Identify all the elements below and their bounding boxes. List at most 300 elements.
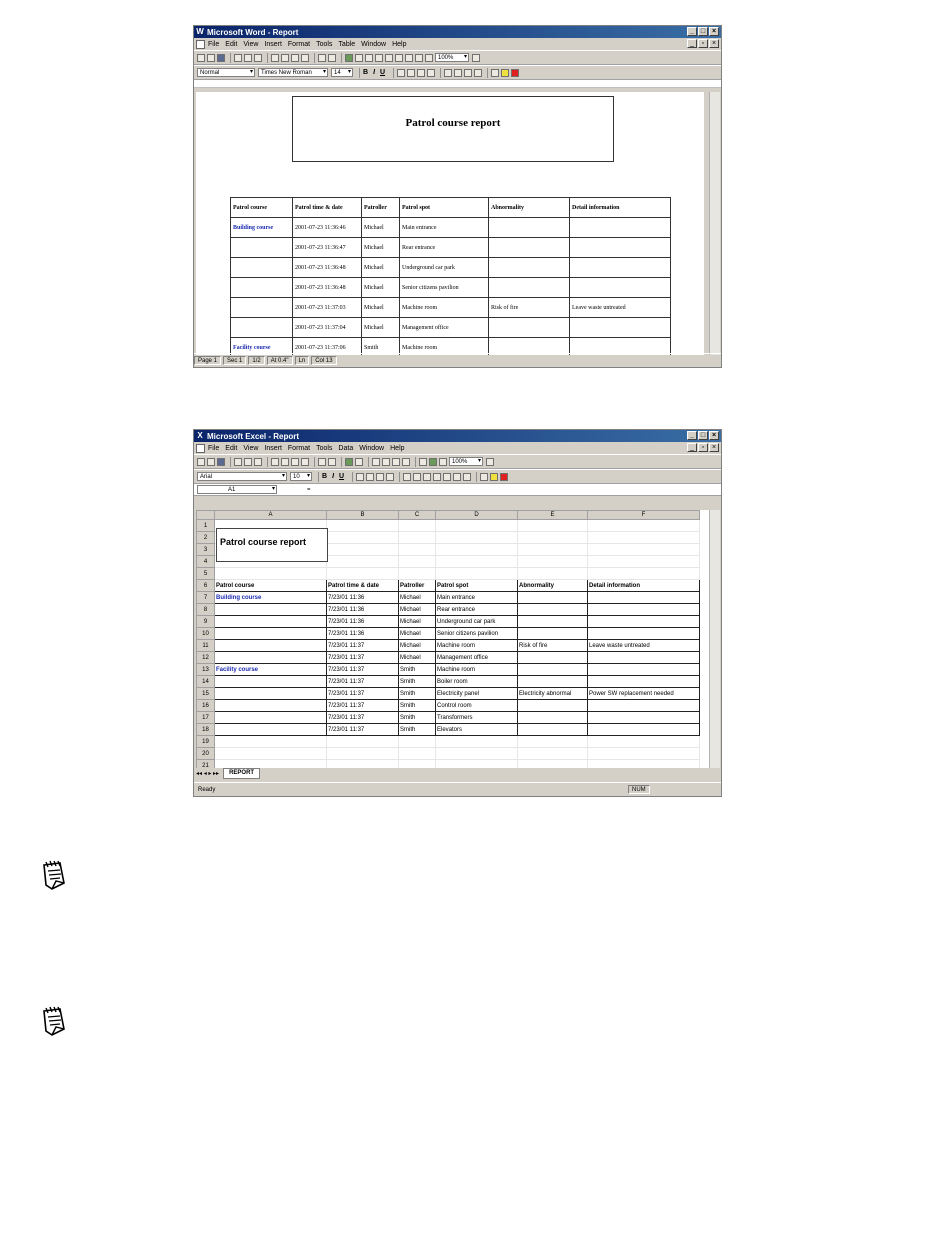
sheet-cell[interactable] [588, 532, 700, 544]
insert-table-icon[interactable] [375, 54, 383, 62]
sheet-cell[interactable]: Elevators [436, 724, 518, 736]
doc-minimize-button[interactable]: _ [687, 39, 697, 48]
word-table-cell[interactable] [231, 298, 293, 318]
align-center-icon[interactable] [407, 69, 415, 77]
chart-wizard-icon[interactable] [419, 458, 427, 466]
document-map-icon[interactable] [415, 54, 423, 62]
sheet-cell[interactable]: Transformers [436, 712, 518, 724]
column-header[interactable]: F [588, 511, 700, 520]
sheet-cell[interactable] [215, 652, 327, 664]
menu-window[interactable]: Window [359, 444, 385, 452]
paste-function-icon[interactable] [382, 458, 390, 466]
sheet-cell[interactable]: Rear entrance [436, 604, 518, 616]
drawing-icon[interactable] [405, 54, 413, 62]
close-button[interactable]: × [709, 27, 719, 36]
italic-button[interactable]: I [332, 473, 335, 480]
borders-icon[interactable] [491, 69, 499, 77]
format-painter-icon[interactable] [301, 458, 309, 466]
row-header[interactable]: 2 [197, 532, 215, 544]
sheet-cell[interactable] [327, 532, 399, 544]
sheet-cell[interactable]: Boiler room [436, 676, 518, 688]
sort-descending-icon[interactable] [402, 458, 410, 466]
word-table-cell[interactable]: 2001-07-23 11:36:48 [293, 258, 362, 278]
decrease-indent-icon[interactable] [453, 473, 461, 481]
font-color-icon[interactable] [511, 69, 519, 77]
menu-insert[interactable]: Insert [264, 40, 282, 48]
row-header[interactable]: 6 [197, 580, 215, 592]
save-icon[interactable] [217, 458, 225, 466]
word-table-cell[interactable]: Rear entrance [400, 238, 489, 258]
web-toolbar-icon[interactable] [355, 54, 363, 62]
sheet-cell[interactable] [215, 640, 327, 652]
minimize-button[interactable]: _ [687, 27, 697, 36]
row-header[interactable]: 10 [197, 628, 215, 640]
doc-close-button[interactable]: × [709, 39, 719, 48]
sheet-cell[interactable] [436, 736, 518, 748]
sheet-cell[interactable] [327, 748, 399, 760]
open-icon[interactable] [207, 458, 215, 466]
decrease-decimal-icon[interactable] [443, 473, 451, 481]
sheet-cell[interactable] [518, 652, 588, 664]
word-table-cell[interactable]: Building course [231, 218, 293, 238]
align-right-icon[interactable] [417, 69, 425, 77]
word-table-cell[interactable] [231, 238, 293, 258]
print-icon[interactable] [234, 458, 242, 466]
cut-icon[interactable] [271, 54, 279, 62]
sheet-cell[interactable]: Patrol course [215, 580, 327, 592]
sheet-cell[interactable] [327, 736, 399, 748]
sheet-cell[interactable] [399, 520, 436, 532]
sheet-nav-icon[interactable]: ◂◂ ◂ ▸ ▸▸ [196, 771, 220, 777]
new-icon[interactable] [197, 54, 205, 62]
word-table-cell[interactable] [231, 318, 293, 338]
menu-table[interactable]: Table [338, 40, 356, 48]
sheet-cell[interactable]: Machine room [436, 640, 518, 652]
font-size-select[interactable]: 14 ▾ [331, 68, 353, 77]
sheet-tab-report[interactable]: REPORT [223, 768, 260, 779]
zoom-select[interactable]: 100% ▾ [449, 457, 483, 466]
row-header[interactable]: 18 [197, 724, 215, 736]
sheet-cell[interactable]: Smith [399, 676, 436, 688]
word-table-cell[interactable]: Risk of fire [489, 298, 570, 318]
workbook-icon[interactable] [196, 444, 205, 453]
underline-button[interactable]: U [380, 69, 386, 76]
word-table-cell[interactable]: Leave waste untreated [570, 298, 671, 318]
word-table-cell[interactable]: Michael [362, 278, 400, 298]
sheet-cell[interactable] [588, 556, 700, 568]
menu-edit[interactable]: Edit [225, 40, 238, 48]
sheet-cell[interactable] [588, 568, 700, 580]
row-header[interactable]: 21 [197, 760, 215, 769]
sheet-cell[interactable]: 7/23/01 11:37 [327, 640, 399, 652]
save-icon[interactable] [217, 54, 225, 62]
sheet-cell[interactable]: Control room [436, 700, 518, 712]
column-header[interactable]: B [327, 511, 399, 520]
column-header[interactable]: D [436, 511, 518, 520]
sheet-cell[interactable] [436, 520, 518, 532]
sheet-cell[interactable]: Smith [399, 688, 436, 700]
sheet-cell[interactable] [399, 556, 436, 568]
sheet-cell[interactable]: Management office [436, 652, 518, 664]
sheet-cell[interactable] [518, 736, 588, 748]
word-table-cell[interactable] [489, 218, 570, 238]
sheet-cell[interactable] [588, 748, 700, 760]
sheet-cell[interactable] [327, 520, 399, 532]
align-right-icon[interactable] [376, 473, 384, 481]
excel-title-box[interactable] [216, 528, 328, 562]
insert-excel-icon[interactable] [385, 54, 393, 62]
row-header[interactable]: 20 [197, 748, 215, 760]
sheet-cell[interactable] [436, 748, 518, 760]
menu-view[interactable]: View [243, 444, 259, 452]
sheet-cell[interactable]: Risk of fire [518, 640, 588, 652]
map-icon[interactable] [429, 458, 437, 466]
print-icon[interactable] [234, 54, 242, 62]
help-icon[interactable] [472, 54, 480, 62]
sheet-cell[interactable] [215, 748, 327, 760]
row-header[interactable]: 15 [197, 688, 215, 700]
zoom-select[interactable]: 100% ▾ [435, 53, 469, 62]
font-color-icon[interactable] [500, 473, 508, 481]
sheet-cell[interactable] [215, 688, 327, 700]
document-icon[interactable] [196, 40, 205, 49]
row-header[interactable]: 12 [197, 652, 215, 664]
column-header[interactable]: C [399, 511, 436, 520]
sheet-cell[interactable]: Machine room [436, 664, 518, 676]
sheet-cell[interactable]: Underground car park [436, 616, 518, 628]
word-table-cell[interactable]: Facility course [231, 338, 293, 356]
word-table-cell[interactable] [570, 318, 671, 338]
sheet-cell[interactable]: 7/23/01 11:37 [327, 688, 399, 700]
doc-restore-button[interactable]: ▫ [698, 39, 708, 48]
word-table-cell[interactable] [231, 258, 293, 278]
sheet-cell[interactable] [518, 604, 588, 616]
style-select[interactable]: Normal ▾ [197, 68, 255, 77]
sheet-cell[interactable] [215, 760, 327, 769]
menu-edit[interactable]: Edit [225, 444, 238, 452]
bold-button[interactable]: B [322, 473, 328, 480]
sheet-cell[interactable] [518, 700, 588, 712]
sheet-cell[interactable] [436, 556, 518, 568]
increase-indent-icon[interactable] [463, 473, 471, 481]
print-preview-icon[interactable] [244, 54, 252, 62]
sheet-cell[interactable] [588, 628, 700, 640]
sheet-cell[interactable] [518, 568, 588, 580]
spelling-icon[interactable] [254, 458, 262, 466]
word-table-cell[interactable]: Underground car park [400, 258, 489, 278]
sort-ascending-icon[interactable] [392, 458, 400, 466]
sheet-cell[interactable] [215, 736, 327, 748]
sheet-cell[interactable]: 7/23/01 11:36 [327, 616, 399, 628]
sheet-cell[interactable] [399, 748, 436, 760]
sheet-cell[interactable]: Senior citizens pavilion [436, 628, 518, 640]
align-center-icon[interactable] [366, 473, 374, 481]
sheet-cell[interactable] [588, 652, 700, 664]
sheet-cell[interactable]: Abnormality [518, 580, 588, 592]
increase-indent-icon[interactable] [474, 69, 482, 77]
paste-icon[interactable] [291, 54, 299, 62]
sheet-cell[interactable] [518, 724, 588, 736]
merge-center-icon[interactable] [386, 473, 394, 481]
word-table-cell[interactable]: 2001-07-23 11:36:47 [293, 238, 362, 258]
column-header[interactable]: A [215, 511, 327, 520]
sheet-cell[interactable] [215, 604, 327, 616]
word-vertical-scrollbar[interactable] [709, 92, 720, 355]
format-painter-icon[interactable] [301, 54, 309, 62]
decrease-indent-icon[interactable] [464, 69, 472, 77]
row-header[interactable]: 9 [197, 616, 215, 628]
sheet-cell[interactable] [215, 712, 327, 724]
bullets-icon[interactable] [454, 69, 462, 77]
sheet-cell[interactable]: Patroller [399, 580, 436, 592]
row-header[interactable]: 17 [197, 712, 215, 724]
word-table-cell[interactable]: Management office [400, 318, 489, 338]
justify-icon[interactable] [427, 69, 435, 77]
word-table-cell[interactable] [570, 258, 671, 278]
column-header[interactable]: E [518, 511, 588, 520]
sheet-cell[interactable] [588, 736, 700, 748]
word-table-cell[interactable]: Smith [362, 338, 400, 356]
menu-file[interactable]: File [208, 40, 220, 48]
sheet-cell[interactable] [399, 532, 436, 544]
word-document-page[interactable] [196, 92, 704, 355]
numbering-icon[interactable] [444, 69, 452, 77]
sheet-cell[interactable]: 7/23/01 11:36 [327, 592, 399, 604]
sheet-cell[interactable] [588, 700, 700, 712]
fill-color-icon[interactable] [490, 473, 498, 481]
new-icon[interactable] [197, 458, 205, 466]
sheet-cell[interactable] [215, 568, 327, 580]
word-table-cell[interactable] [570, 238, 671, 258]
sheet-cell[interactable] [399, 760, 436, 769]
sheet-cell[interactable] [588, 616, 700, 628]
autosum-icon[interactable] [372, 458, 380, 466]
sheet-cell[interactable] [399, 544, 436, 556]
sheet-cell[interactable] [436, 760, 518, 769]
highlight-icon[interactable] [501, 69, 509, 77]
redo-icon[interactable] [328, 54, 336, 62]
word-table-cell[interactable]: Machine room [400, 338, 489, 356]
tables-borders-icon[interactable] [365, 54, 373, 62]
sheet-cell[interactable] [518, 664, 588, 676]
word-table-cell[interactable]: Senior citizens pavilion [400, 278, 489, 298]
sheet-cell[interactable] [518, 520, 588, 532]
word-table-cell[interactable]: Machine room [400, 298, 489, 318]
word-table-cell[interactable]: 2001-07-23 11:37:06 [293, 338, 362, 356]
sheet-cell[interactable] [215, 676, 327, 688]
sheet-cell[interactable] [588, 760, 700, 769]
increase-decimal-icon[interactable] [433, 473, 441, 481]
sheet-cell[interactable] [588, 544, 700, 556]
sheet-cell[interactable] [436, 544, 518, 556]
sheet-cell[interactable] [518, 616, 588, 628]
menu-tools[interactable]: Tools [316, 444, 333, 452]
drawing-icon[interactable] [439, 458, 447, 466]
percent-icon[interactable] [413, 473, 421, 481]
name-box[interactable]: A1 ▾ [197, 485, 277, 494]
doc-minimize-button[interactable]: _ [687, 443, 697, 452]
menu-format[interactable]: Format [287, 40, 311, 48]
word-table-cell[interactable] [489, 278, 570, 298]
sheet-cell[interactable]: Smith [399, 700, 436, 712]
menu-help[interactable]: Help [392, 40, 407, 48]
row-header[interactable]: 13 [197, 664, 215, 676]
sheet-cell[interactable]: Michael [399, 604, 436, 616]
help-icon[interactable] [486, 458, 494, 466]
sheet-cell[interactable] [327, 568, 399, 580]
word-table-cell[interactable]: Main entrance [400, 218, 489, 238]
sheet-cell[interactable]: Michael [399, 652, 436, 664]
sheet-cell[interactable] [518, 676, 588, 688]
web-toolbar-icon[interactable] [355, 458, 363, 466]
sheet-cell[interactable]: 7/23/01 11:37 [327, 652, 399, 664]
sheet-cell[interactable] [327, 760, 399, 769]
row-header[interactable]: 8 [197, 604, 215, 616]
sheet-cell[interactable]: Electricity panel [436, 688, 518, 700]
row-header[interactable]: 16 [197, 700, 215, 712]
row-header[interactable]: 11 [197, 640, 215, 652]
currency-icon[interactable] [403, 473, 411, 481]
font-select[interactable]: Times New Roman ▾ [258, 68, 328, 77]
excel-sheet-grid[interactable] [196, 510, 711, 768]
sheet-cell[interactable]: Michael [399, 616, 436, 628]
sheet-cell[interactable]: 7/23/01 11:37 [327, 664, 399, 676]
sheet-cell[interactable]: Michael [399, 640, 436, 652]
font-size-select[interactable]: 10 ▾ [290, 472, 312, 481]
word-table-cell[interactable]: Michael [362, 318, 400, 338]
sheet-cell[interactable]: Electricity abnormal [518, 688, 588, 700]
sheet-cell[interactable]: Smith [399, 712, 436, 724]
sheet-cell[interactable] [215, 628, 327, 640]
word-table-cell[interactable]: Michael [362, 258, 400, 278]
show-hide-icon[interactable] [425, 54, 433, 62]
sheet-cell[interactable] [399, 736, 436, 748]
word-table-cell[interactable] [231, 278, 293, 298]
sheet-cell[interactable]: Michael [399, 628, 436, 640]
doc-close-button[interactable]: × [709, 443, 719, 452]
word-table-cell[interactable] [570, 278, 671, 298]
cut-icon[interactable] [271, 458, 279, 466]
sheet-cell[interactable]: Smith [399, 724, 436, 736]
sheet-cell[interactable] [588, 592, 700, 604]
sheet-cell[interactable] [518, 592, 588, 604]
word-table-cell[interactable]: Michael [362, 298, 400, 318]
sheet-cell[interactable]: Main entrance [436, 592, 518, 604]
borders-icon[interactable] [480, 473, 488, 481]
word-table-cell[interactable] [489, 318, 570, 338]
row-header[interactable]: 7 [197, 592, 215, 604]
sheet-cell[interactable]: Power SW replacement needed [588, 688, 700, 700]
sheet-cell[interactable]: Leave waste untreated [588, 640, 700, 652]
word-table-cell[interactable] [489, 258, 570, 278]
word-table-cell[interactable]: 2001-07-23 11:37:04 [293, 318, 362, 338]
sheet-cell[interactable] [518, 532, 588, 544]
close-button[interactable]: × [709, 431, 719, 440]
sheet-cell[interactable]: 7/23/01 11:36 [327, 604, 399, 616]
word-table-cell[interactable]: 2001-07-23 11:36:48 [293, 278, 362, 298]
copy-icon[interactable] [281, 458, 289, 466]
sheet-cell[interactable]: 7/23/01 11:36 [327, 628, 399, 640]
menu-tools[interactable]: Tools [316, 40, 333, 48]
excel-vertical-scrollbar[interactable] [709, 510, 720, 768]
sheet-cell[interactable]: Detail information [588, 580, 700, 592]
font-select[interactable]: Arial ▾ [197, 472, 287, 481]
menu-format[interactable]: Format [287, 444, 311, 452]
sheet-cell[interactable] [588, 712, 700, 724]
menu-insert[interactable]: Insert [264, 444, 282, 452]
formula-equals[interactable]: = [307, 486, 311, 493]
word-table-cell[interactable]: Michael [362, 218, 400, 238]
paste-icon[interactable] [291, 458, 299, 466]
word-table-cell[interactable] [570, 218, 671, 238]
columns-icon[interactable] [395, 54, 403, 62]
menu-file[interactable]: File [208, 444, 220, 452]
sheet-cell[interactable] [399, 568, 436, 580]
spelling-icon[interactable] [254, 54, 262, 62]
sheet-cell[interactable] [588, 676, 700, 688]
row-header[interactable]: 3 [197, 544, 215, 556]
sheet-cell[interactable] [436, 568, 518, 580]
sheet-cell[interactable] [436, 532, 518, 544]
sheet-cell[interactable]: Patrol spot [436, 580, 518, 592]
copy-icon[interactable] [281, 54, 289, 62]
sheet-cell[interactable] [588, 520, 700, 532]
word-table-cell[interactable]: Michael [362, 238, 400, 258]
row-header[interactable]: 1 [197, 520, 215, 532]
sheet-cell[interactable]: 7/23/01 11:37 [327, 700, 399, 712]
undo-icon[interactable] [318, 54, 326, 62]
sheet-cell[interactable] [588, 664, 700, 676]
sheet-cell[interactable] [327, 544, 399, 556]
sheet-cell[interactable] [327, 556, 399, 568]
sheet-cell[interactable]: Michael [399, 592, 436, 604]
italic-button[interactable]: I [373, 69, 376, 76]
doc-restore-button[interactable]: ▫ [698, 443, 708, 452]
menu-help[interactable]: Help [390, 444, 405, 452]
menu-data[interactable]: Data [338, 444, 354, 452]
row-header[interactable]: 5 [197, 568, 215, 580]
undo-icon[interactable] [318, 458, 326, 466]
open-icon[interactable] [207, 54, 215, 62]
sheet-cell[interactable]: 7/23/01 11:37 [327, 724, 399, 736]
underline-button[interactable]: U [339, 473, 345, 480]
sheet-cell[interactable]: Facility course [215, 664, 327, 676]
row-header[interactable]: 19 [197, 736, 215, 748]
sheet-cell[interactable]: 7/23/01 11:37 [327, 712, 399, 724]
minimize-button[interactable]: _ [687, 431, 697, 440]
sheet-cell[interactable] [518, 712, 588, 724]
word-table-cell[interactable]: 2001-07-23 11:36:46 [293, 218, 362, 238]
align-left-icon[interactable] [356, 473, 364, 481]
redo-icon[interactable] [328, 458, 336, 466]
menu-window[interactable]: Window [361, 40, 387, 48]
hyperlink-icon[interactable] [345, 458, 353, 466]
maximize-button[interactable]: □ [698, 431, 708, 440]
sheet-cell[interactable]: 7/23/01 11:37 [327, 676, 399, 688]
word-table-cell[interactable]: 2001-07-23 11:37:03 [293, 298, 362, 318]
sheet-cell[interactable] [215, 616, 327, 628]
menu-view[interactable]: View [243, 40, 259, 48]
sheet-cell[interactable] [518, 628, 588, 640]
row-header[interactable]: 14 [197, 676, 215, 688]
sheet-cell[interactable] [518, 748, 588, 760]
bold-button[interactable]: B [363, 69, 369, 76]
sheet-cell[interactable] [215, 724, 327, 736]
sheet-cell[interactable]: Building course [215, 592, 327, 604]
sheet-cell[interactable] [588, 604, 700, 616]
sheet-cell[interactable] [518, 544, 588, 556]
select-all-corner[interactable] [197, 511, 215, 520]
